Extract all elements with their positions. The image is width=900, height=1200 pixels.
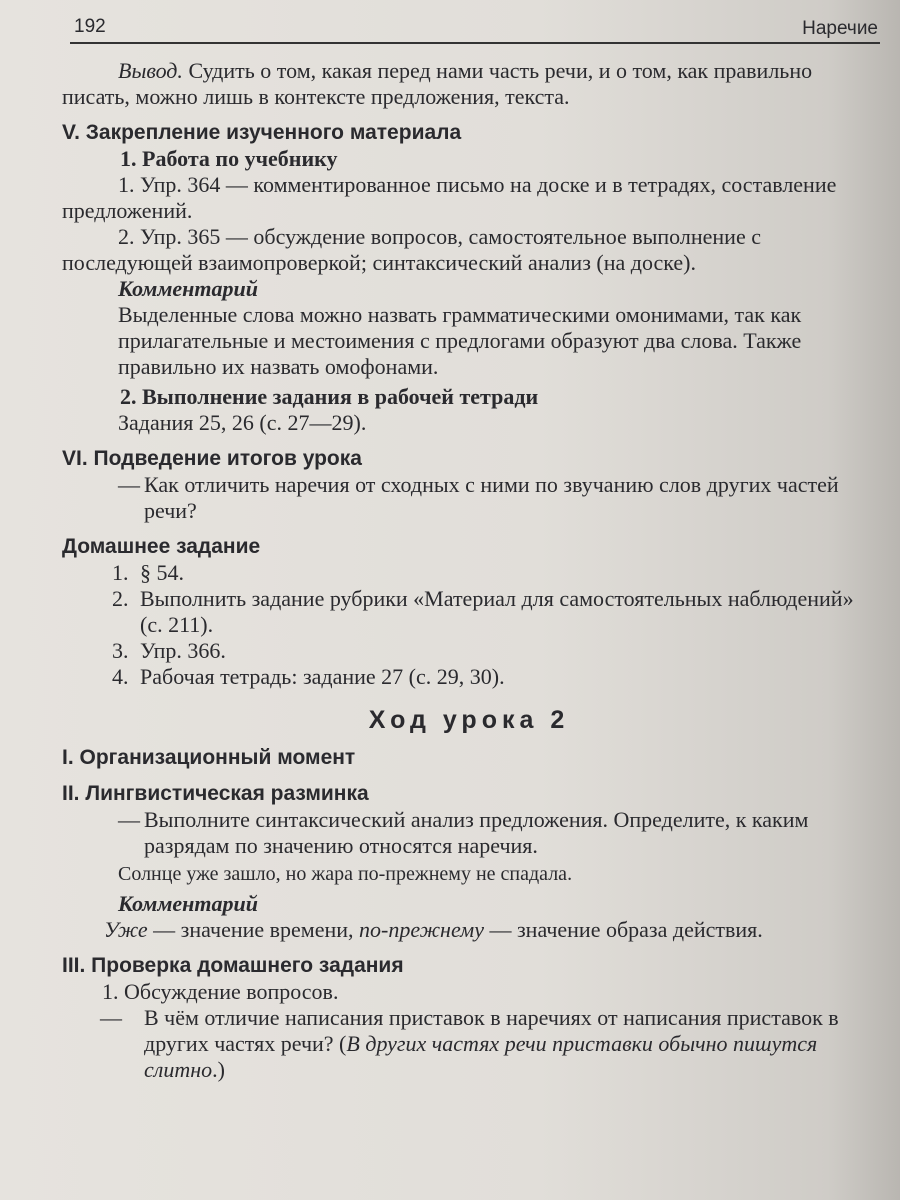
section6-heading: VI. Подведение итогов урока xyxy=(62,447,362,470)
lesson2-title: Ход урока 2 xyxy=(368,706,570,734)
conclusion-label: Вывод. xyxy=(118,58,183,83)
section6-question xyxy=(62,472,876,524)
dash-mark: — xyxy=(100,1005,122,1030)
section5-heading: V. Закрепление изученного материала xyxy=(62,121,462,144)
item-text: Выполнить задание рубрики «Материал для самостоятельных наблюдений» (с. 211). xyxy=(140,586,854,637)
lesson2-s3: III. Проверка домашнего задания xyxy=(62,954,404,977)
lesson2-task-text: Выполните синтаксический анализ предложения. Определите, к каким разрядам по значению относятся наречия. xyxy=(144,807,809,858)
item-number: 1. xyxy=(112,560,129,585)
comment-end: — значение образа действия. xyxy=(483,917,763,942)
homework-item xyxy=(62,664,876,690)
section6-question-text: Как отличить наречия от сходных с ними по звучанию слов других частей речи? xyxy=(144,472,839,523)
lesson2-sentence: Солнце уже зашло, но жара по-прежнему не спадала. xyxy=(118,863,573,885)
lesson2-question xyxy=(62,1005,876,1083)
item-number: 3. xyxy=(112,638,129,663)
lesson2-p1: 1. Обсуждение вопросов. xyxy=(102,979,339,1004)
item-number: 2. xyxy=(112,586,129,611)
question-answer: В других частях речи приставки обычно пишутся слитно xyxy=(144,1031,818,1082)
question-end: .) xyxy=(212,1057,225,1082)
page-content xyxy=(62,58,876,1083)
page-number: 192 xyxy=(74,16,106,37)
homework-heading: Домашнее задание xyxy=(62,535,261,558)
section5-sub1: 1. Работа по учебнику xyxy=(120,146,338,171)
question-text: В чём отличие написания приставок в наречиях от написания приставок в других частях речи? ( xyxy=(144,1005,839,1056)
comment-mid: — значение времени, xyxy=(147,917,360,942)
lesson2-s2: II. Лингвистическая разминка xyxy=(62,782,369,805)
comment-word-1: Уже xyxy=(104,917,148,942)
section5-p2: 2. Упр. 365 — обсуждение вопросов, самостоятельное выполнение с последующей взаимопроверкой; синтаксический анализ (на доске). xyxy=(62,224,761,275)
comment-title-2: Комментарий xyxy=(118,891,258,916)
section5-tasks: Задания 25, 26 (с. 27—29). xyxy=(118,410,367,435)
lesson2-s1: I. Организационный момент xyxy=(62,746,356,769)
dash-mark: — xyxy=(118,472,140,497)
item-text: Рабочая тетрадь: задание 27 (с. 29, 30). xyxy=(140,664,505,689)
conclusion-paragraph xyxy=(62,58,876,110)
section5-p1: 1. Упр. 364 — комментированное письмо на доске и в тетрадях, составление предложений. xyxy=(62,172,837,223)
conclusion-text: Судить о том, какая перед нами часть речи, и о том, как правильно писать, можно лишь в контексте предложения, текста. xyxy=(62,58,813,109)
page-header xyxy=(70,12,880,44)
comment-text-1: Выделенные слова можно назвать грамматическими омонимами, так как прилагательные и местоимения с предлогами образуют два слова. Также правильно их назвать омофонами. xyxy=(118,302,802,379)
homework-item xyxy=(62,560,876,586)
comment-title-1: Комментарий xyxy=(118,276,258,301)
comment-word-2: по-прежнему xyxy=(359,917,484,942)
lesson2-task xyxy=(62,807,876,859)
dash-mark: — xyxy=(118,807,140,832)
homework-item xyxy=(62,638,876,664)
comment-text-2 xyxy=(104,917,876,943)
section5-sub2: 2. Выполнение задания в рабочей тетради xyxy=(120,384,539,409)
item-text: Упр. 366. xyxy=(140,638,226,663)
item-text: § 54. xyxy=(140,560,184,585)
running-title: Наречие xyxy=(802,18,878,39)
homework-item xyxy=(62,586,876,638)
homework-list xyxy=(62,560,876,690)
item-number: 4. xyxy=(112,664,129,689)
